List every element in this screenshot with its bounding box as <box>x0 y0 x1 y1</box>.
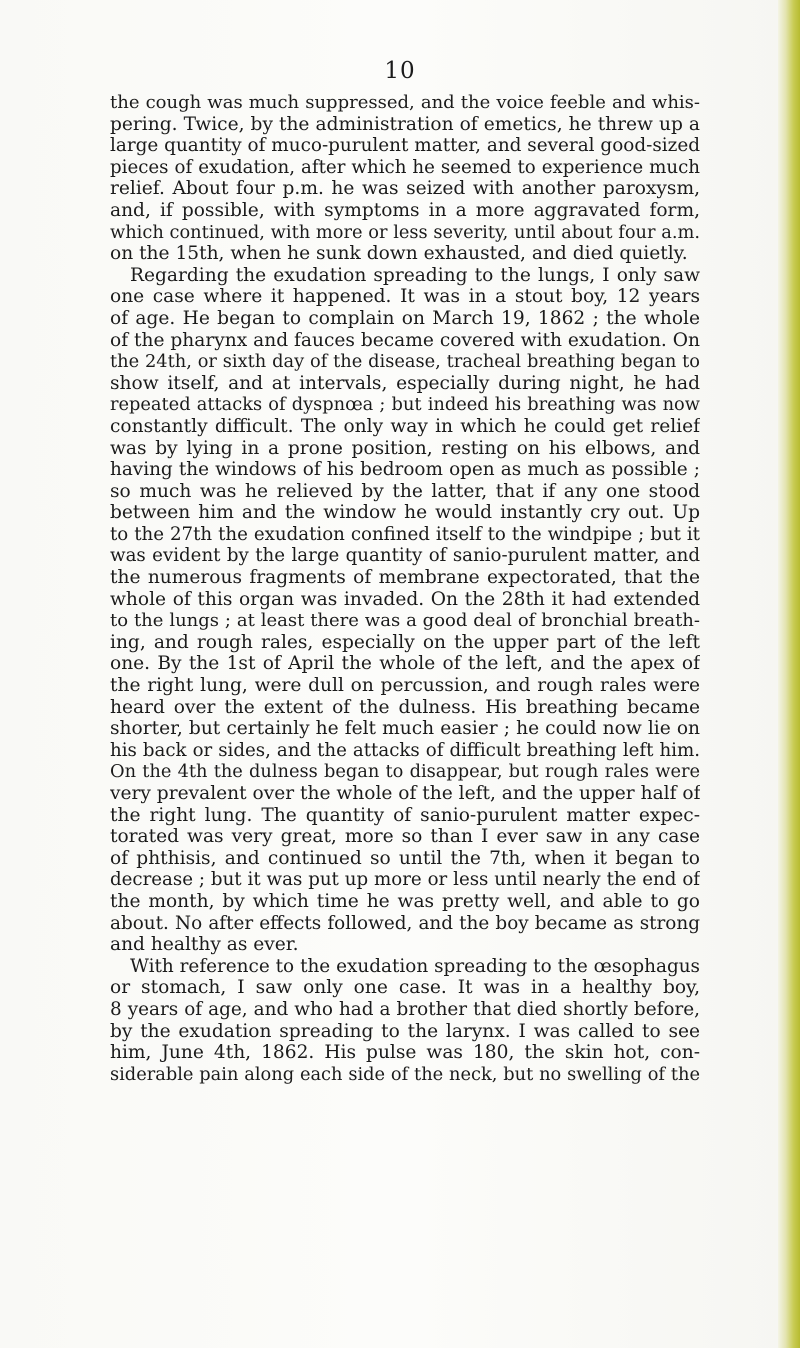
text-line: show itself, and at intervals, especially during night, he had <box>110 372 700 394</box>
text-line: to the 27th the exudation confined itself to the windpipe ; but it <box>110 523 700 545</box>
text-line: was evident by the large quantity of sanio-purulent matter, and <box>110 545 700 567</box>
paragraph-start: With reference to the exudation spreading to the œsophagus <box>130 955 700 977</box>
text-line: repeated attacks of dyspnœa ; but indeed his breathing was now <box>110 394 700 416</box>
text-line: decrease ; but it was put up more or less until nearly the end of <box>110 869 700 891</box>
text-line: his back or sides, and the attacks of difficult breathing left him. <box>110 739 700 761</box>
text-line: between him and the window he would instantly cry out. Up <box>110 502 700 524</box>
text-line: siderable pain along each side of the neck, but no swelling of the <box>110 1063 700 1085</box>
text-line: having the windows of his bedroom open as much as possible ; <box>110 459 700 481</box>
text-line: one case where it happened. It was in a stout boy, 12 years <box>110 286 700 308</box>
text-line: of the pharynx and fauces became covered with exudation. On <box>110 329 700 351</box>
text-line: ing, and rough rales, especially on the upper part of the left <box>110 631 700 653</box>
text-line: and healthy as ever. <box>110 934 299 956</box>
text-line: him, June 4th, 1862. His pulse was 180, the skin hot, con- <box>110 1042 700 1064</box>
text-line: was by lying in a prone position, resting on his elbows, and <box>110 437 700 459</box>
text-line: which continued, with more or less severity, until about four a.m. <box>110 221 700 243</box>
text-line: about. No after effects followed, and the boy became as strong <box>110 912 700 934</box>
text-line: of phthisis, and continued so until the 7th, when it began to <box>110 847 700 869</box>
text-line: so much was he relieved by the latter, that if any one stood <box>110 480 700 502</box>
text-line: On the 4th the dulness began to disappear, but rough rales were <box>110 761 700 783</box>
text-line: 8 years of age, and who had a brother that died shortly before, <box>110 998 700 1020</box>
text-line: relief. About four p.m. he was seized with another paroxysm, <box>110 178 700 200</box>
text-line: the right lung, were dull on percussion, and rough rales were <box>110 675 700 697</box>
text-line: the numerous fragments of membrane expectorated, that the <box>110 567 700 589</box>
text-line: heard over the extent of the dulness. His breathing became <box>110 696 700 718</box>
text-line: the month, by which time he was pretty well, and able to go <box>110 890 700 912</box>
text-line: torated was very great, more so than I ever saw in any case <box>110 826 700 848</box>
text-line: of age. He began to complain on March 19, 1862 ; the whole <box>110 307 700 329</box>
body-text <box>110 92 700 1085</box>
text-line: whole of this organ was invaded. On the 28th it had extended <box>110 588 700 610</box>
text-line: constantly difficult. The only way in which he could get relief <box>110 415 700 437</box>
text-line: on the 15th, when he sunk down exhausted, and died quietly. <box>110 243 688 265</box>
text-line: one. By the 1st of April the whole of the left, and the apex of <box>110 653 700 675</box>
text-line: the right lung. The quantity of sanio-purulent matter expec- <box>110 804 700 826</box>
text-line: or stomach, I saw only one case. It was in a healthy boy, <box>110 977 700 999</box>
paragraph-start: Regarding the exudation spreading to the lungs, I only saw <box>130 264 700 286</box>
text-line: to the lungs ; at least there was a good deal of bronchial breath- <box>110 610 700 632</box>
text-line: pering. Twice, by the administration of emetics, he threw up a <box>110 113 700 135</box>
text-line: the 24th, or sixth day of the disease, tracheal breathing began to <box>110 351 700 373</box>
text-line: very prevalent over the whole of the left, and the upper half of <box>110 783 700 804</box>
text-line: by the exudation spreading to the larynx. I was called to see <box>110 1020 700 1042</box>
text-line: shorter, but certainly he felt much easier ; he could now lie on <box>110 718 700 740</box>
text-line: the cough was much suppressed, and the voice feeble and whis- <box>110 92 700 113</box>
text-line: large quantity of muco-purulent matter, and several good-sized <box>110 135 700 157</box>
text-line: pieces of exudation, after which he seemed to experience much <box>110 156 700 178</box>
text-line: and, if possible, with symptoms in a more aggravated form, <box>110 199 700 221</box>
page-edge <box>778 0 800 1348</box>
page-number: 10 <box>384 58 416 84</box>
